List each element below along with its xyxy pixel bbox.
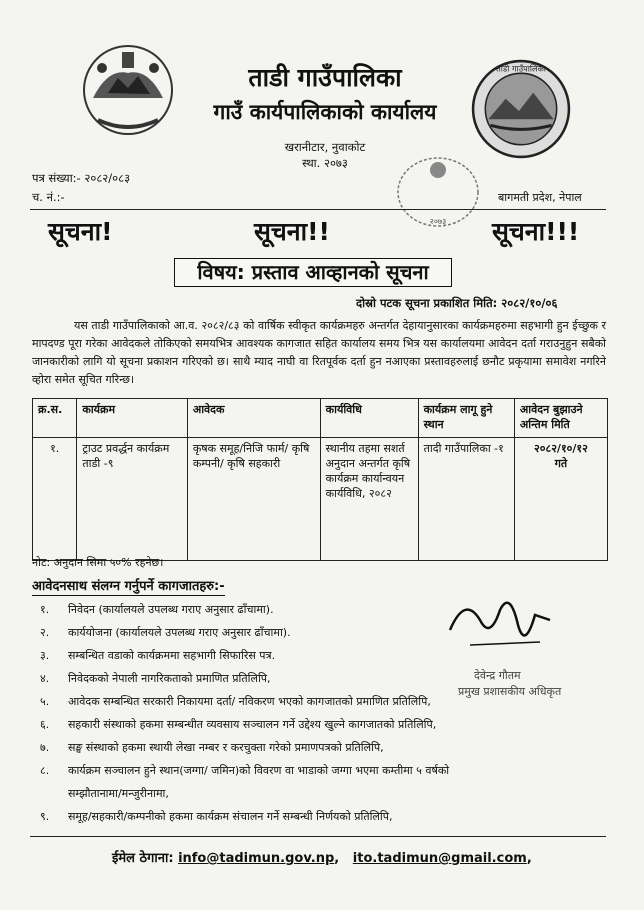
notice-paragraph: यस ताडी गाउँपालिकाको आ.व. २०८२/८३ को वार्षिक स्वीकृत कार्यक्रमहरु अन्तर्गत देहायानुसारका कार्यक्रमहरुमा सहभागी हुन ईच्छुक र मापदण्ड पूरा गरेका आवेदकले तोकिएको समयभित्र आवश्यक कागजात सहित कार्यालय समय भित्र यस कार्यालयमा आवेदन दर्ता गराउनुहुन सबैको जानकारीको लागि यो सूचना प्रकाशन गरिएको छ। साथै म्याद नाघी वा रितपूर्वक दर्ता हुन नआएका प्रस्तावहरुलाई छनौट प्रकृयामा समावेश नगरिने व्होरा समेत सूचित गरिन्छ। <box>32 319 606 386</box>
attachments-title: आवेदनसाथ संलग्न गर्नुपर्ने कागजातहरु:- <box>32 576 225 596</box>
address: खरानीटार, नुवाकोट <box>284 140 366 154</box>
email-separator: , <box>334 851 340 866</box>
email-separator: , <box>526 851 532 866</box>
cell-applicant: कृषक समूह/निजि फार्म/ कृषि कम्पनी/ कृषि सहकारी <box>187 438 320 561</box>
cell-place: तादी गाउँपालिका -१ <box>418 438 514 561</box>
list-item: ८. कार्यक्रम सञ्चालन हुने स्थान(जग्गा/ जमिन)को विवरण वा भाडाको जग्गा भएमा कम्तीमा ५ वर्षको <box>40 764 450 777</box>
nepal-emblem-icon <box>78 38 178 138</box>
table-row <box>33 438 608 561</box>
cell-deadline <box>514 438 607 561</box>
email-link-2[interactable]: ito.tadimun@gmail.com <box>352 851 527 866</box>
header-divider <box>30 209 606 210</box>
notice-word-2: सूचना!! <box>254 217 330 246</box>
col-program: कार्यक्रम <box>77 399 187 438</box>
footer-divider <box>30 836 606 837</box>
notice-word-1: सूचना! <box>48 217 113 246</box>
email-link-1[interactable]: info@tadimun.gov.np <box>178 851 335 866</box>
email-line <box>112 848 532 866</box>
deadline-date: २०८२/१०/१२ <box>534 442 588 455</box>
municipality-logo-icon <box>470 58 572 160</box>
province: बागमती प्रदेश, नेपाल <box>498 191 582 204</box>
cell-procedure: स्थानीय तहमा सशर्त अनुदान अन्तर्गत कृषि कार्यक्रम कार्यान्वयन कार्यविधि, २०८२ <box>320 438 418 561</box>
svg-text:२०७३: २०७३ <box>429 217 447 226</box>
col-applicant: आवेदक <box>187 399 320 438</box>
attachments-list <box>40 600 460 830</box>
list-item: ३. सम्बन्धित वडाको कार्यक्रममा सहभागी सिफारिस पत्र. <box>40 649 276 662</box>
list-item: सम्झौतानामा/मन्जुरीनामा, <box>68 787 169 800</box>
table-header-row <box>33 399 608 438</box>
note: नोट: अनुदान सिमा ५०% रहनेछ। <box>32 556 164 569</box>
cell-sn: १. <box>33 438 77 561</box>
list-item: २. कार्ययोजना (कार्यालयले उपलब्ध गराए अनुसार ढाँचामा). <box>40 626 291 639</box>
cell-program: ट्राउट प्रवर्द्धन कार्यक्रम ताडी -९ <box>77 438 187 561</box>
office-title: गाउँ कार्यपालिकाको कार्यालय <box>213 100 437 124</box>
dispatch-number: च. नं.:- <box>32 190 65 204</box>
list-item: ५. आवेदक सम्बन्धित सरकारी निकायमा दर्ता/ नविकरण भएको कागजातको प्रमाणित प्रतिलिपि, <box>40 695 431 708</box>
signatory-title: प्रमुख प्रशासकीय अधिकृत <box>458 685 562 698</box>
letter-number: पत्र संख्या:- २०८२/०८३ <box>32 171 131 185</box>
org-name: ताडी गाउँपालिका <box>248 63 402 92</box>
notice-word-3: सूचना!!! <box>492 217 580 246</box>
publish-date: दोस्रो पटक सूचना प्रकाशित मिति: २०८२/१०/०६ <box>356 296 558 310</box>
list-item: ४. निवेदकको नेपाली नागरिकताको प्रमाणित प्रतिलिपि, <box>40 672 271 685</box>
program-table <box>32 398 608 561</box>
signature-icon <box>440 590 560 660</box>
office-stamp-icon <box>384 150 492 236</box>
col-place: कार्यक्रम लागू हुने स्थान <box>418 399 514 438</box>
svg-text:ताडी गाउँपालिका: ताडी गाउँपालिका <box>496 63 546 74</box>
list-item: १. निवेदन (कार्यालयले उपलब्ध गराए अनुसार ढाँचामा). <box>40 603 274 616</box>
subject-box: विषय: प्रस्ताव आव्हानको सूचना <box>174 258 452 287</box>
signatory-name: देवेन्द्र गौतम <box>474 669 521 682</box>
established-year: स्था. २०७३ <box>302 156 348 170</box>
email-label: ईमेल ठेगाना: <box>112 851 174 866</box>
col-deadline: आवेदन बुझाउने अन्तिम मिति <box>514 399 607 438</box>
col-procedure: कार्यविधि <box>320 399 418 438</box>
list-item: ७. सङ्घ संस्थाको हकमा स्थायी लेखा नम्बर र करचुक्ता गरेको प्रमाणपत्रको प्रतिलिपि, <box>40 741 384 754</box>
list-item: ६. सहकारी संस्थाको हकमा सम्बन्धीत व्यवसाय सञ्चालन गर्ने उद्देश्य खुल्ने कागजातको प्रतिलिपि, <box>40 718 437 731</box>
col-sn: क्र.स. <box>33 399 77 438</box>
deadline-suffix: गते <box>554 457 568 470</box>
list-item: ९. समूह/सहकारी/कम्पनीको हकमा कार्यक्रम संचालन गर्ने सम्बन्धी निर्णयको प्रतिलिपि, <box>40 810 393 823</box>
